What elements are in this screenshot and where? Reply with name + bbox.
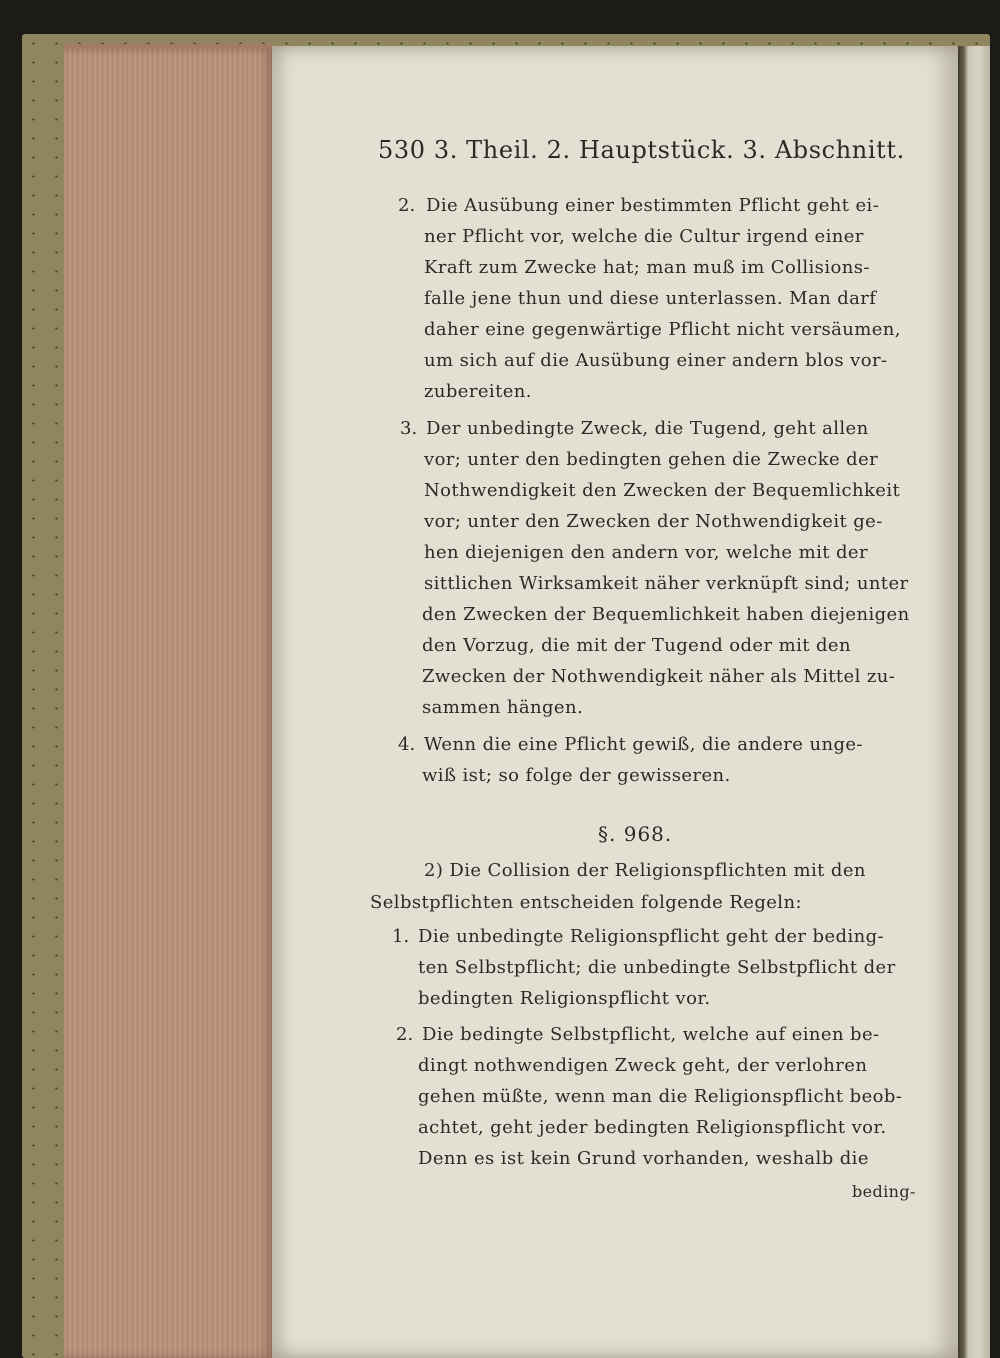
section-heading: §. 968. — [598, 822, 673, 846]
text-line: Selbstpflichten entscheiden folgende Regeln: — [370, 892, 802, 913]
text-line: um sich auf die Ausübung einer andern blos vor- — [424, 350, 888, 371]
page-block-edge — [64, 48, 274, 1358]
text-line: vor; unter den bedingten gehen die Zwecke der — [424, 449, 879, 470]
text-line: Wenn die eine Pflicht gewiß, die andere unge- — [424, 734, 863, 755]
text-line: ten Selbstpflicht; die unbedingte Selbstpflicht der — [418, 957, 896, 978]
text-line: bedingten Religionspflicht vor. — [418, 988, 711, 1009]
running-header: 530 3. Theil. 2. Hauptstück. 3. Abschnitt. — [378, 136, 905, 164]
text-line: Kraft zum Zwecke hat; man muß im Collisions- — [424, 257, 870, 278]
item-number: 4. — [398, 734, 416, 755]
item-number: 1. — [392, 926, 410, 947]
text-line: Die bedingte Selbstpflicht, welche auf einen be- — [422, 1024, 880, 1045]
text-line: gehen müßte, wenn man die Religionspflicht beob- — [418, 1086, 903, 1107]
catchword: beding- — [852, 1182, 916, 1201]
text-line: Der unbedingte Zweck, die Tugend, geht allen — [426, 418, 869, 439]
item-number: 3. — [400, 418, 418, 439]
item-number: 2. — [396, 1024, 414, 1045]
text-line: Nothwendigkeit den Zwecken der Bequemlichkeit — [424, 480, 901, 501]
text-line: vor; unter den Zwecken der Nothwendigkeit ge- — [424, 511, 883, 532]
text-line: den Vorzug, die mit der Tugend oder mit den — [422, 635, 851, 656]
text-line: Die unbedingte Religionspflicht geht der beding- — [418, 926, 884, 947]
text-line: daher eine gegenwärtige Pflicht nicht versäumen, — [424, 319, 901, 340]
text-line: sammen hängen. — [422, 697, 584, 718]
text-line: den Zwecken der Bequemlichkeit haben diejenigen — [422, 604, 910, 625]
text-line: ner Pflicht vor, welche die Cultur irgend einer — [424, 226, 864, 247]
text-line: wiß ist; so folge der gewisseren. — [422, 765, 731, 786]
item-number: 2. — [398, 195, 416, 216]
text-line: Denn es ist kein Grund vorhanden, weshalb die — [418, 1148, 869, 1169]
text-line: Zwecken der Nothwendigkeit näher als Mittel zu- — [422, 666, 896, 687]
text-line: falle jene thun und diese unterlassen. Man darf — [424, 288, 877, 309]
text-line: 2) Die Collision der Religionspflichten mit den — [424, 860, 866, 881]
text-line: achtet, geht jeder bedingten Religionspflicht vor. — [418, 1117, 887, 1138]
text-line: dingt nothwendigen Zweck geht, der verlohren — [418, 1055, 868, 1076]
text-line: Die Ausübung einer bestimmten Pflicht geht ei- — [426, 195, 880, 216]
text-line: zubereiten. — [424, 381, 532, 402]
text-line: sittlichen Wirksamkeit näher verknüpft sind; unter — [424, 573, 909, 594]
facing-page-edge — [958, 46, 990, 1358]
text-line: hen diejenigen den andern vor, welche mit der — [424, 542, 868, 563]
